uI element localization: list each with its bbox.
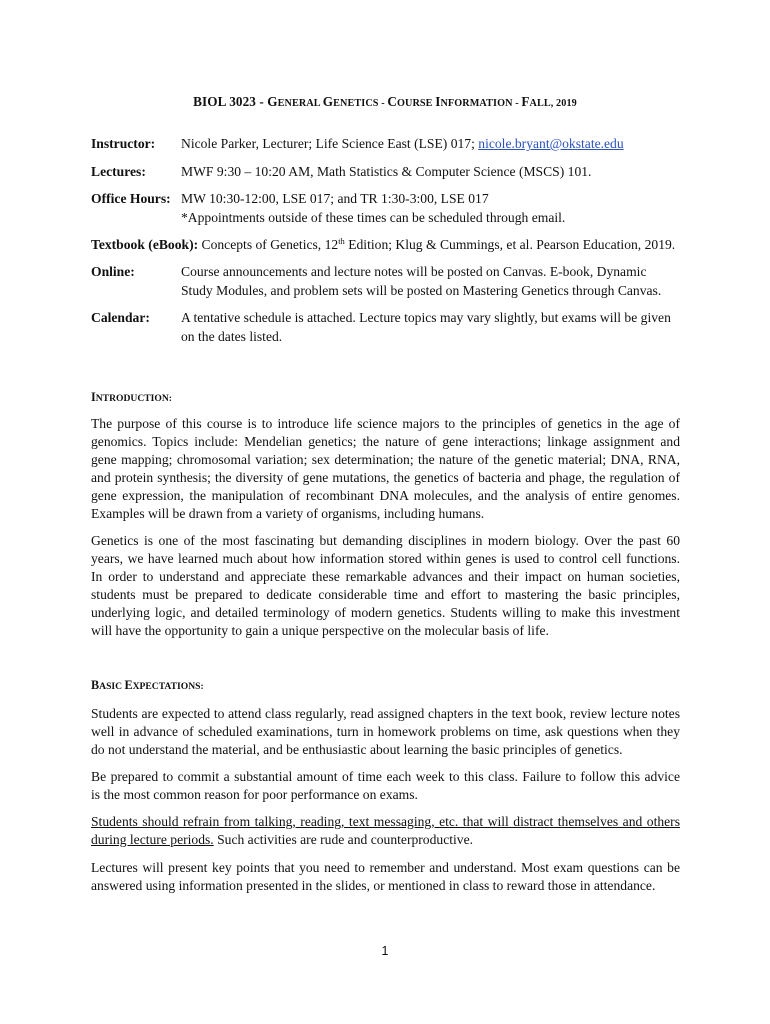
text-line: students must be prepared to dedicate considerable time and effort to mastering the basic principles,: [91, 587, 680, 602]
lectures-value: MWF 9:30 – 10:20 AM, Math Statistics & Computer Science (MSCS) 101.: [181, 164, 592, 179]
introduction-paragraph-1: [91, 415, 680, 523]
text-line: gene mapping; chromosomal variation; sex determination; the nature of the genetic material; DNA, RNA,: [91, 452, 680, 467]
text-line: during lecture periods. Such activities are rude and counterproductive.: [91, 832, 474, 847]
page-number: 1: [381, 944, 389, 958]
text-line: will have the opportunity to gain a unique perspective on the molecular basis of life.: [91, 623, 549, 638]
instructor-label: Instructor:: [91, 136, 156, 151]
calendar-label: Calendar:: [91, 310, 150, 325]
calendar-line: on the dates listed.: [181, 329, 283, 344]
textbook-value: Concepts of Genetics, 12th Edition; Klug & Cummings, et al. Pearson Education, 2019.: [198, 236, 676, 252]
text-line: Be prepared to commit a substantial amount of time each week to this class. Failure to follow this advice: [91, 769, 680, 784]
document-title: BIOL 3023 - GENERAL GENETICS - COURSE INFORMATION - FALL, 2019: [193, 94, 577, 109]
text-line: Examples will be drawn from a variety of organisms, including humans.: [91, 506, 485, 521]
text-line: The purpose of this course is to introduce life science majors to the principles of genetics in the age of: [91, 416, 680, 431]
text-line: gene expression, the manipulation of recombinant DNA molecules, and the analysis of entire genomes.: [91, 488, 680, 503]
online-label: Online:: [91, 264, 135, 279]
introduction-heading: INTRODUCTION:: [91, 390, 172, 404]
expectations-paragraph-1: [91, 705, 680, 759]
text-line: underlying logic, and detailed terminology of modern genetics. Students willing to make this investment: [91, 605, 680, 620]
lectures-label: Lectures:: [91, 164, 146, 179]
text-line: Students should refrain from talking, reading, text messaging, etc. that will distract themselves and others: [91, 814, 680, 829]
instructor-email-link[interactable]: nicole.bryant@okstate.edu: [478, 136, 624, 151]
online-line: Course announcements and lecture notes will be posted on Canvas. E-book, Dynamic: [181, 264, 647, 279]
basic-expectations-heading: BASIC EXPECTATIONS:: [91, 678, 204, 692]
text-line: Students are expected to attend class regularly, read assigned chapters in the text book, review lecture notes: [91, 706, 680, 721]
expectations-paragraph-4: [91, 859, 680, 895]
expectations-paragraph-3: [91, 813, 680, 849]
text-line: and protein synthesis; the diversity of gene mutations, the genetics of bacteria and phage, the regulation of: [91, 470, 680, 485]
text-line: Genetics is one of the most fascinating but demanding disciplines in modern biology. Over the past 60: [91, 533, 680, 548]
office-hours-label: Office Hours:: [91, 191, 171, 206]
calendar-line: A tentative schedule is attached. Lecture topics may vary slightly, but exams will be given: [181, 310, 671, 325]
office-hours-note: *Appointments outside of these times can be scheduled through email.: [181, 210, 566, 225]
textbook-label: Textbook (eBook):: [91, 237, 199, 252]
text-line: well in advance of scheduled examinations, turn in homework problems on time, ask questions when they: [91, 724, 680, 739]
text-line: do not understand the material, and be enthusiastic about learning the basic principles of genetics.: [91, 742, 623, 757]
text-line: is the most common reason for poor performance on exams.: [91, 787, 418, 802]
text-line: Lectures will present key points that you need to remember and understand. Most exam questions can be: [91, 860, 680, 875]
text-line: In order to understand and appreciate these remarkable advances and their impact on human societies,: [91, 569, 680, 584]
textbook-row: [91, 235, 691, 254]
text-line: genomics. Topics include: Mendelian genetics; the nature of gene interactions; linkage assignment and: [91, 434, 680, 449]
text-line: answered using information presented in the slides, or mentioned in class to reward those in attendance.: [91, 878, 656, 893]
introduction-paragraph-2: [91, 532, 680, 640]
online-line: Study Modules, and problem sets will be posted on Mastering Genetics through Canvas.: [181, 283, 662, 298]
instructor-value: Nicole Parker, Lecturer; Life Science East (LSE) 017; nicole.bryant@okstate.edu: [181, 136, 624, 151]
expectations-paragraph-2: [91, 768, 680, 804]
office-hours-line: MW 10:30-12:00, LSE 017; and TR 1:30-3:00, LSE 017: [181, 191, 489, 206]
text-line: years, we have learned much about how information stored within genes is used to control cell functions.: [91, 551, 680, 566]
